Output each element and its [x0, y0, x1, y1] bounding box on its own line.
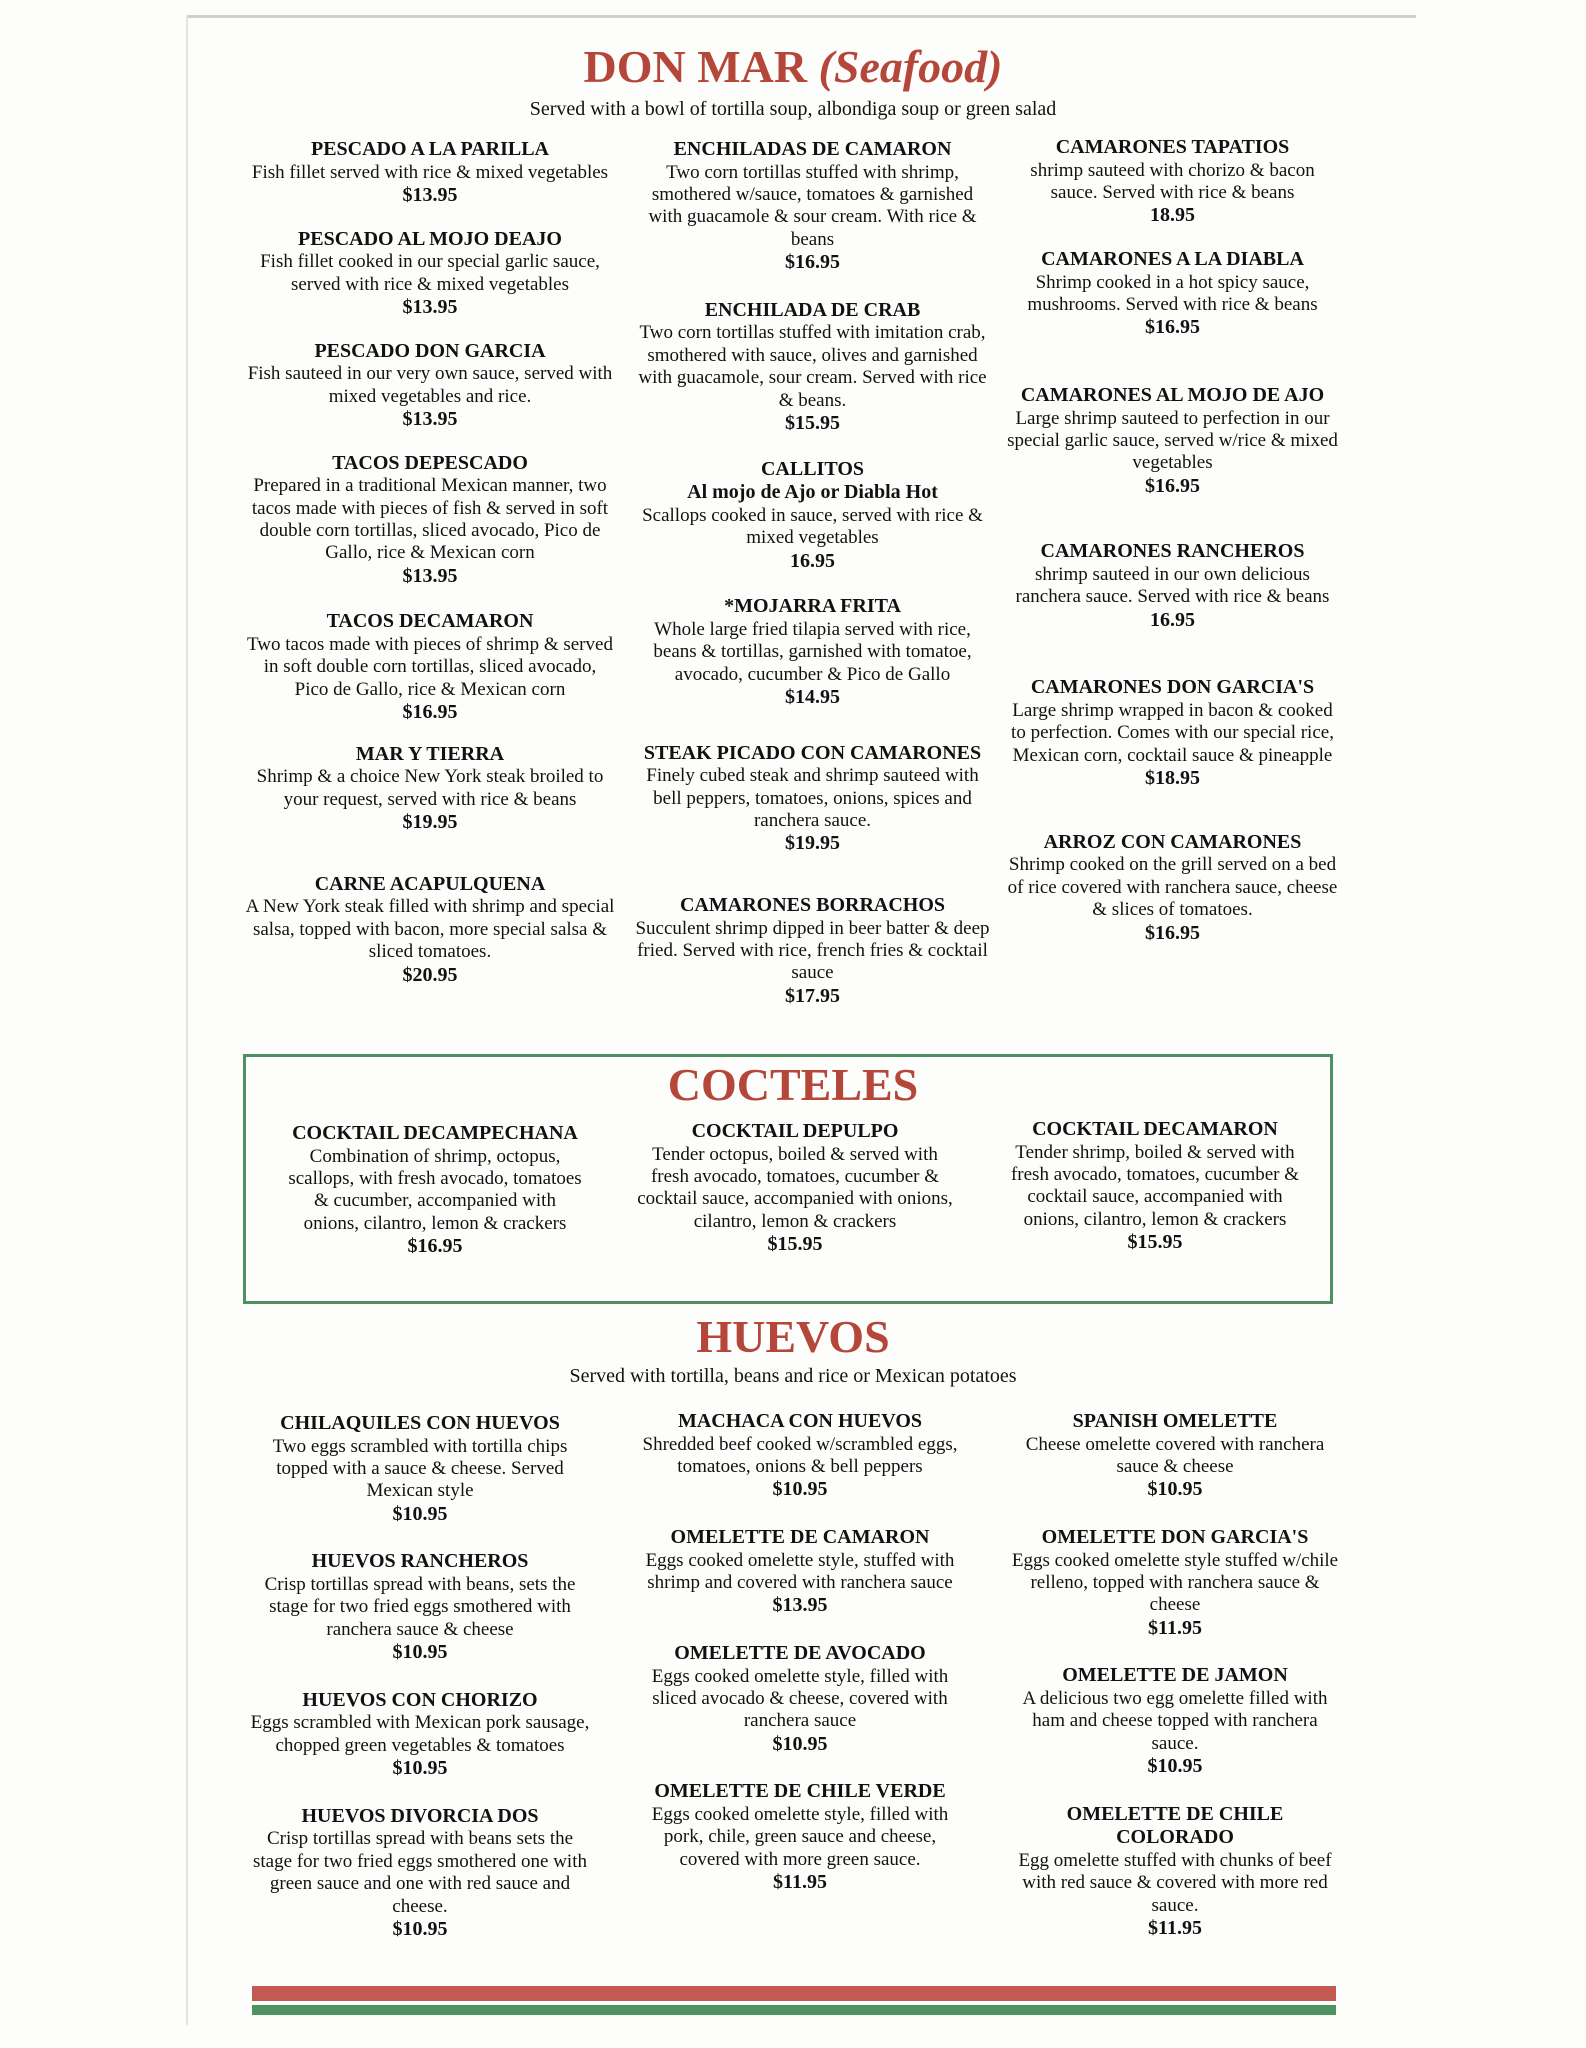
item-desc: A delicious two egg omelette filled with ham and cheese topped with ranchera sauce.	[1022, 1688, 1328, 1754]
item-name: CAMARONES RANCHEROS	[1040, 540, 1305, 563]
item-name: COCKTAIL DEPULPO	[691, 1120, 899, 1142]
seafood-subtitle: Served with a bowl of tortilla soup, albondiga soup or green salad	[529, 98, 1057, 120]
item-price: $11.95	[1148, 1917, 1202, 1940]
item-desc: Large shrimp sauteed to perfection in our special garlic sauce, served w/rice & mixed vegetables	[1007, 407, 1338, 474]
item-price: $13.95	[402, 564, 458, 587]
cocktail-item-3	[1000, 1118, 1310, 1255]
menu-item	[1010, 1526, 1340, 1640]
menu-item	[245, 340, 615, 432]
huevos-column-2	[640, 1410, 960, 1895]
menu-item	[635, 1120, 955, 1257]
item-price: $13.95	[772, 1594, 828, 1617]
scan-edge	[186, 15, 188, 2025]
item-desc: shrimp sauteed with chorizo & bacon sauce. Served with rice & beans	[1030, 159, 1315, 203]
item-desc: shrimp sauteed in our own delicious ranchera sauce. Served with rice & beans	[1015, 564, 1330, 608]
item-price: $10.95	[1147, 1478, 1203, 1501]
item-desc: Eggs cooked omelette style stuffed w/chile relleno, topped with ranchera sauce & cheese	[1011, 1549, 1339, 1616]
menu-item	[245, 138, 615, 208]
cocteles-title: COCTELES	[667, 1059, 919, 1110]
item-desc: Scallops cooked in sauce, served with rice & mixed vegetables	[642, 504, 983, 549]
item-name: MACHACA CON HUEVOS	[677, 1410, 923, 1432]
item-desc: Tender shrimp, boiled & served with fresh avocado, tomatoes, cucumber & cocktail sauce, accompanied with onions, cilantro, lemon & crackers	[1010, 1141, 1300, 1230]
item-desc: Eggs cooked omelette style, filled with sliced avocado & cheese, covered with ranchera sauce	[651, 1665, 949, 1732]
item-desc: Two tacos made with pieces of shrimp & served in soft double corn tortillas, sliced avocado, Pico de Gallo, rice & Mexican corn	[247, 634, 613, 700]
item-price: 16.95	[1150, 608, 1195, 631]
menu-item	[635, 299, 990, 436]
item-name: OMELETTE DE AVOCADO	[674, 1642, 926, 1664]
item-name: CALLITOS	[760, 457, 864, 480]
item-price: $10.95	[392, 1641, 448, 1664]
item-name: OMELETTE DE CAMARON	[670, 1526, 930, 1548]
menu-item	[1005, 136, 1340, 228]
item-desc: Crisp tortillas spread with beans, sets the stage for two fried eggs smothered with ranchera sauce & cheese	[264, 1574, 576, 1640]
item-price: $10.95	[392, 1502, 448, 1525]
menu-item	[1010, 1803, 1340, 1941]
item-desc: Egg omelette stuffed with chunks of beef with red sauce & covered with more red sauce.	[1018, 1850, 1332, 1916]
item-name: MAR Y TIERRA	[355, 742, 505, 765]
item-name: ENCHILADAS DE CAMARON	[673, 138, 952, 160]
item-price: $16.95	[1145, 474, 1200, 497]
seafood-column-2	[635, 138, 990, 1008]
menu-item	[250, 1412, 590, 1526]
item-name: SPANISH OMELETTE	[1072, 1410, 1278, 1432]
seafood-title-italic: (Seafood)	[818, 41, 1003, 92]
item-name: HUEVOS DIVORCIA DOS	[301, 1804, 539, 1827]
bottom-stripe-green	[252, 2005, 1336, 2015]
item-desc: A New York steak filled with shrimp and special salsa, topped with bacon, more special salsa & sliced tomatoes.	[245, 896, 615, 963]
item-price: $15.95	[767, 1233, 823, 1256]
seafood-title	[0, 40, 1586, 93]
item-desc: Shrimp cooked in a hot spicy sauce, mushrooms. Served with rice & beans	[1027, 271, 1318, 315]
item-desc: Crisp tortillas spread with beans sets the stage for two fried eggs smothered one with green sauce and one with red sauce and cheese.	[253, 1828, 587, 1917]
menu-item	[1005, 540, 1340, 632]
menu-item	[1000, 1118, 1310, 1255]
item-desc: Fish fillet served with rice & mixed vegetables	[251, 161, 609, 183]
item-desc: Two eggs scrambled with tortilla chips topped with a sauce & cheese. Served Mexican style	[272, 1435, 568, 1502]
menu-item	[1005, 831, 1340, 945]
item-name: STEAK PICADO CON CAMARONES	[643, 741, 982, 764]
item-price: $15.95	[1127, 1231, 1183, 1254]
item-name: ARROZ CON CAMARONES	[1043, 830, 1302, 853]
menu-item	[245, 873, 615, 987]
menu-item	[245, 743, 615, 835]
menu-item	[635, 458, 990, 574]
item-price: $16.95	[402, 701, 458, 724]
item-desc: Fish sauteed in our very own sauce, served with mixed vegetables and rice.	[247, 363, 613, 407]
item-subname: Al mojo de Ajo or Diabla Hot	[687, 481, 938, 504]
seafood-column-1	[245, 138, 615, 987]
item-name: OMELETTE DE CHILE COLORADO	[1066, 1802, 1284, 1849]
item-price: $11.95	[1148, 1616, 1202, 1639]
item-price: $16.95	[785, 251, 840, 274]
item-name: COCKTAIL DECAMPECHANA	[292, 1122, 578, 1144]
item-desc: Shrimp cooked on the grill served on a bed of rice covered with ranchera sauce, cheese & slices of tomatoes.	[1007, 854, 1338, 921]
menu-item	[285, 1122, 585, 1259]
huevos-title: HUEVOS	[696, 1311, 890, 1362]
item-name: TACOS DECAMARON	[326, 610, 534, 633]
menu-item	[250, 1805, 590, 1942]
item-price: $16.95	[1145, 921, 1200, 944]
item-price: $11.95	[773, 1871, 827, 1894]
item-price: $10.95	[392, 1757, 448, 1780]
item-price: $16.95	[407, 1235, 463, 1258]
item-desc: Whole large fried tilapia served with rice, beans & tortillas, garnished with tomatoe, avocado, cucumber & Pico de Gallo	[653, 618, 972, 685]
seafood-title-text: DON MAR	[583, 41, 808, 92]
item-price: $19.95	[785, 832, 840, 855]
item-name: HUEVOS CON CHORIZO	[302, 1688, 538, 1711]
item-desc: Fish fillet cooked in our special garlic sauce, served with rice & mixed vegetables	[260, 251, 600, 295]
item-desc: Finely cubed steak and shrimp sauteed with bell peppers, tomatoes, onions, spices and ranchera sauce.	[646, 765, 979, 832]
item-desc: Shredded beef cooked w/scrambled eggs, tomatoes, onions & bell peppers	[642, 1433, 958, 1477]
menu-item	[640, 1780, 960, 1894]
menu-item	[1010, 1664, 1340, 1778]
item-name: CARNE ACAPULQUENA	[314, 872, 546, 895]
menu-item	[250, 1550, 590, 1664]
item-desc: Two corn tortillas stuffed with shrimp, smothered w/sauce, tomatoes & garnished with guacamole & sour cream. With rice & beans	[648, 161, 977, 250]
item-name: PESCADO A LA PARILLA	[310, 138, 549, 160]
item-desc: Combination of shrimp, octopus, scallops, with fresh avocado, tomatoes & cucumber, accompanied with onions, cilantro, lemon & crackers	[288, 1145, 582, 1234]
menu-item	[640, 1642, 960, 1756]
item-name: TACOS DEPESCADO	[332, 451, 528, 474]
menu-item	[640, 1526, 960, 1618]
cocktail-item-1	[285, 1122, 585, 1259]
item-name: PESCADO AL MOJO DEAJO	[298, 227, 562, 250]
menu-item	[1010, 1410, 1340, 1502]
item-price: 18.95	[1150, 204, 1195, 227]
item-desc: Eggs scrambled with Mexican pork sausage, chopped green vegetables & tomatoes	[250, 1712, 590, 1756]
huevos-column-3	[1010, 1410, 1340, 1941]
seafood-column-3	[1005, 136, 1340, 945]
item-price: $15.95	[785, 412, 840, 435]
item-price: $14.95	[785, 686, 840, 709]
item-desc: Shrimp & a choice New York steak broiled to your request, served with rice & beans	[256, 766, 604, 810]
item-price: $13.95	[402, 296, 458, 318]
menu-item	[635, 742, 990, 856]
item-price: $10.95	[772, 1732, 828, 1755]
item-name: ENCHILADA DE CRAB	[704, 298, 921, 321]
menu-item	[640, 1410, 960, 1502]
item-desc: Tender octopus, boiled & served with fresh avocado, tomatoes, cucumber & cocktail sauce, accompanied with onions, cilantro, lemon & crackers	[637, 1143, 953, 1232]
item-desc: Succulent shrimp dipped in beer batter & deep fried. Served with rice, french fries & cocktail sauce	[635, 917, 990, 984]
item-desc: Eggs cooked omelette style, filled with pork, chile, green sauce and cheese, covered with more green sauce.	[651, 1804, 949, 1870]
item-price: $20.95	[402, 963, 458, 986]
item-desc: Two corn tortillas stuffed with imitation crab, smothered with sauce, olives and garnished with guacamole, sour cream. Served with rice & beans.	[638, 322, 987, 411]
item-name: OMELETTE DON GARCIA'S	[1041, 1526, 1309, 1548]
item-price: $10.95	[772, 1478, 828, 1501]
item-price: $13.95	[402, 184, 458, 206]
top-rule	[188, 15, 1416, 18]
item-name: OMELETTE DE JAMON	[1062, 1664, 1288, 1687]
huevos-column-1	[250, 1412, 590, 1942]
item-price: $17.95	[785, 984, 840, 1007]
item-name: CAMARONES BORRACHOS	[679, 894, 946, 917]
menu-item	[635, 138, 990, 275]
item-price: $10.95	[1147, 1755, 1203, 1778]
menu-item	[1005, 384, 1340, 498]
menu-item	[1005, 676, 1340, 790]
item-desc: Eggs cooked omelette style, stuffed with shrimp and covered with ranchera sauce	[645, 1549, 955, 1593]
item-price: $18.95	[1145, 767, 1200, 790]
menu-item	[635, 894, 990, 1008]
item-name: *MOJARRA FRITA	[724, 595, 901, 618]
item-name: CAMARONES AL MOJO DE AJO	[1020, 384, 1325, 406]
menu-item	[245, 610, 615, 724]
item-price: $10.95	[392, 1918, 448, 1941]
huevos-subtitle: Served with tortilla, beans and rice or Mexican potatoes	[569, 1365, 1017, 1387]
item-desc: Prepared in a traditional Mexican manner, two tacos made with pieces of fish & served in soft double corn tortillas, sliced avocado, Pico de Gallo, rice & Mexican corn	[251, 475, 609, 564]
menu-item	[245, 228, 615, 320]
item-name: COCKTAIL DECAMARON	[1032, 1118, 1278, 1140]
item-name: OMELETTE DE CHILE VERDE	[654, 1780, 946, 1803]
cocktail-item-2	[635, 1120, 955, 1257]
item-name: HUEVOS RANCHEROS	[311, 1550, 529, 1573]
bottom-stripe-red	[252, 1986, 1336, 2001]
menu-item	[245, 452, 615, 589]
menu-item	[635, 595, 990, 709]
item-desc: Large shrimp wrapped in bacon & cooked to perfection. Comes with our special rice, Mexican corn, cocktail sauce & pineapple	[1011, 700, 1334, 766]
item-name: CAMARONES DON GARCIA'S	[1030, 676, 1315, 699]
item-name: CAMARONES A LA DIABLA	[1041, 248, 1304, 270]
item-desc: Cheese omelette covered with ranchera sauce & cheese	[1025, 1433, 1325, 1477]
item-name: CAMARONES TAPATIOS	[1055, 136, 1290, 158]
item-name: CHILAQUILES CON HUEVOS	[280, 1412, 560, 1434]
menu-item	[250, 1689, 590, 1781]
menu-item	[1005, 248, 1340, 340]
item-price: 16.95	[790, 549, 835, 572]
item-price: $19.95	[402, 811, 458, 834]
item-price: $16.95	[1145, 316, 1200, 339]
item-price: $13.95	[402, 408, 458, 430]
item-name: PESCADO DON GARCIA	[314, 339, 546, 362]
